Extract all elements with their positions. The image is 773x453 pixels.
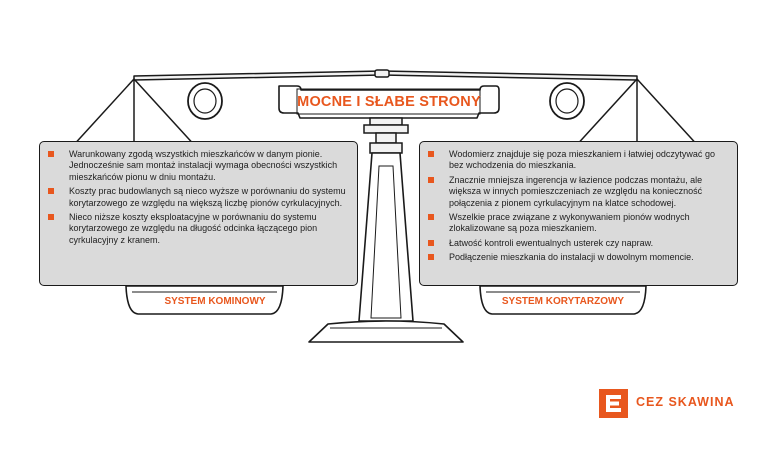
list-item-text: Znacznie mniejsza ingerencja w łazience podczas montażu, ale większa w innych pomieszczeniach ze względu na konieczność połączenia z pionem cyrkulacyjnym na klatce schodowej. xyxy=(449,174,703,208)
list-item-text: Warunkowany zgodą wszystkich mieszkańców w danym pionie. Jednocześnie sam montaż instalacji wymaga obecności wszystkich mieszkańców pionu w dniu montażu. xyxy=(69,149,338,182)
list-item-text: Nieco niższe koszty eksploatacyjne w porównaniu do systemu korytarzowego ze względu na długość odcinka łączącego pion cyrkulacyjny z kranem. xyxy=(69,212,318,245)
list-item-text: Wszelkie prace związane z wykonywaniem pionów wodnych zlokalizowane są poza mieszkaniem. xyxy=(449,212,690,234)
list-item-text: Koszty prac budowlanych są nieco wyższe w porównaniu do systemu korytarzowego ze względu na większą liczbę pionów cyrkulacyjnych. xyxy=(69,186,346,208)
scale-ring xyxy=(194,89,216,113)
page-title: MOCNE I SŁABE STRONY xyxy=(297,94,481,110)
list-item xyxy=(428,212,727,235)
left-pan-label: SYSTEM KOMINOWY xyxy=(164,296,266,307)
scale-neck xyxy=(370,118,402,125)
list-item xyxy=(428,252,727,263)
list-item xyxy=(428,149,727,172)
bullet-square-icon xyxy=(428,214,434,220)
right-panel xyxy=(419,141,738,286)
right-pan-label: SYSTEM KORYTARZOWY xyxy=(501,296,625,307)
list-item-text: Wodomierz znajduje się poza mieszkaniem i łatwiej odczytywać go bez wchodzenia do mieszkania. xyxy=(449,149,715,171)
bullet-square-icon xyxy=(428,151,434,157)
brand-name: CEZ SKAWINA xyxy=(636,395,735,409)
left-list xyxy=(48,149,347,246)
scale-column xyxy=(359,153,413,321)
list-item xyxy=(48,186,347,209)
left-panel xyxy=(39,141,358,286)
right-list xyxy=(428,149,727,264)
scale-base xyxy=(309,321,463,342)
scale-top-knob xyxy=(375,70,389,77)
list-item xyxy=(428,175,727,209)
bullet-square-icon xyxy=(48,188,54,194)
list-item xyxy=(48,149,347,183)
list-item-text: Podłączenie mieszkania do instalacji w dowolnym momencie. xyxy=(449,252,694,263)
bullet-square-icon xyxy=(428,177,434,183)
bullet-square-icon xyxy=(48,151,54,157)
cez-logo-icon xyxy=(599,389,628,418)
list-item xyxy=(428,238,727,249)
list-item-text: Łatwość kontroli ewentualnych usterek czy napraw. xyxy=(449,237,654,248)
scale-ring xyxy=(556,89,578,113)
bullet-square-icon xyxy=(48,214,54,220)
bullet-square-icon xyxy=(428,240,434,246)
list-item xyxy=(48,212,347,246)
bullet-square-icon xyxy=(428,254,434,260)
